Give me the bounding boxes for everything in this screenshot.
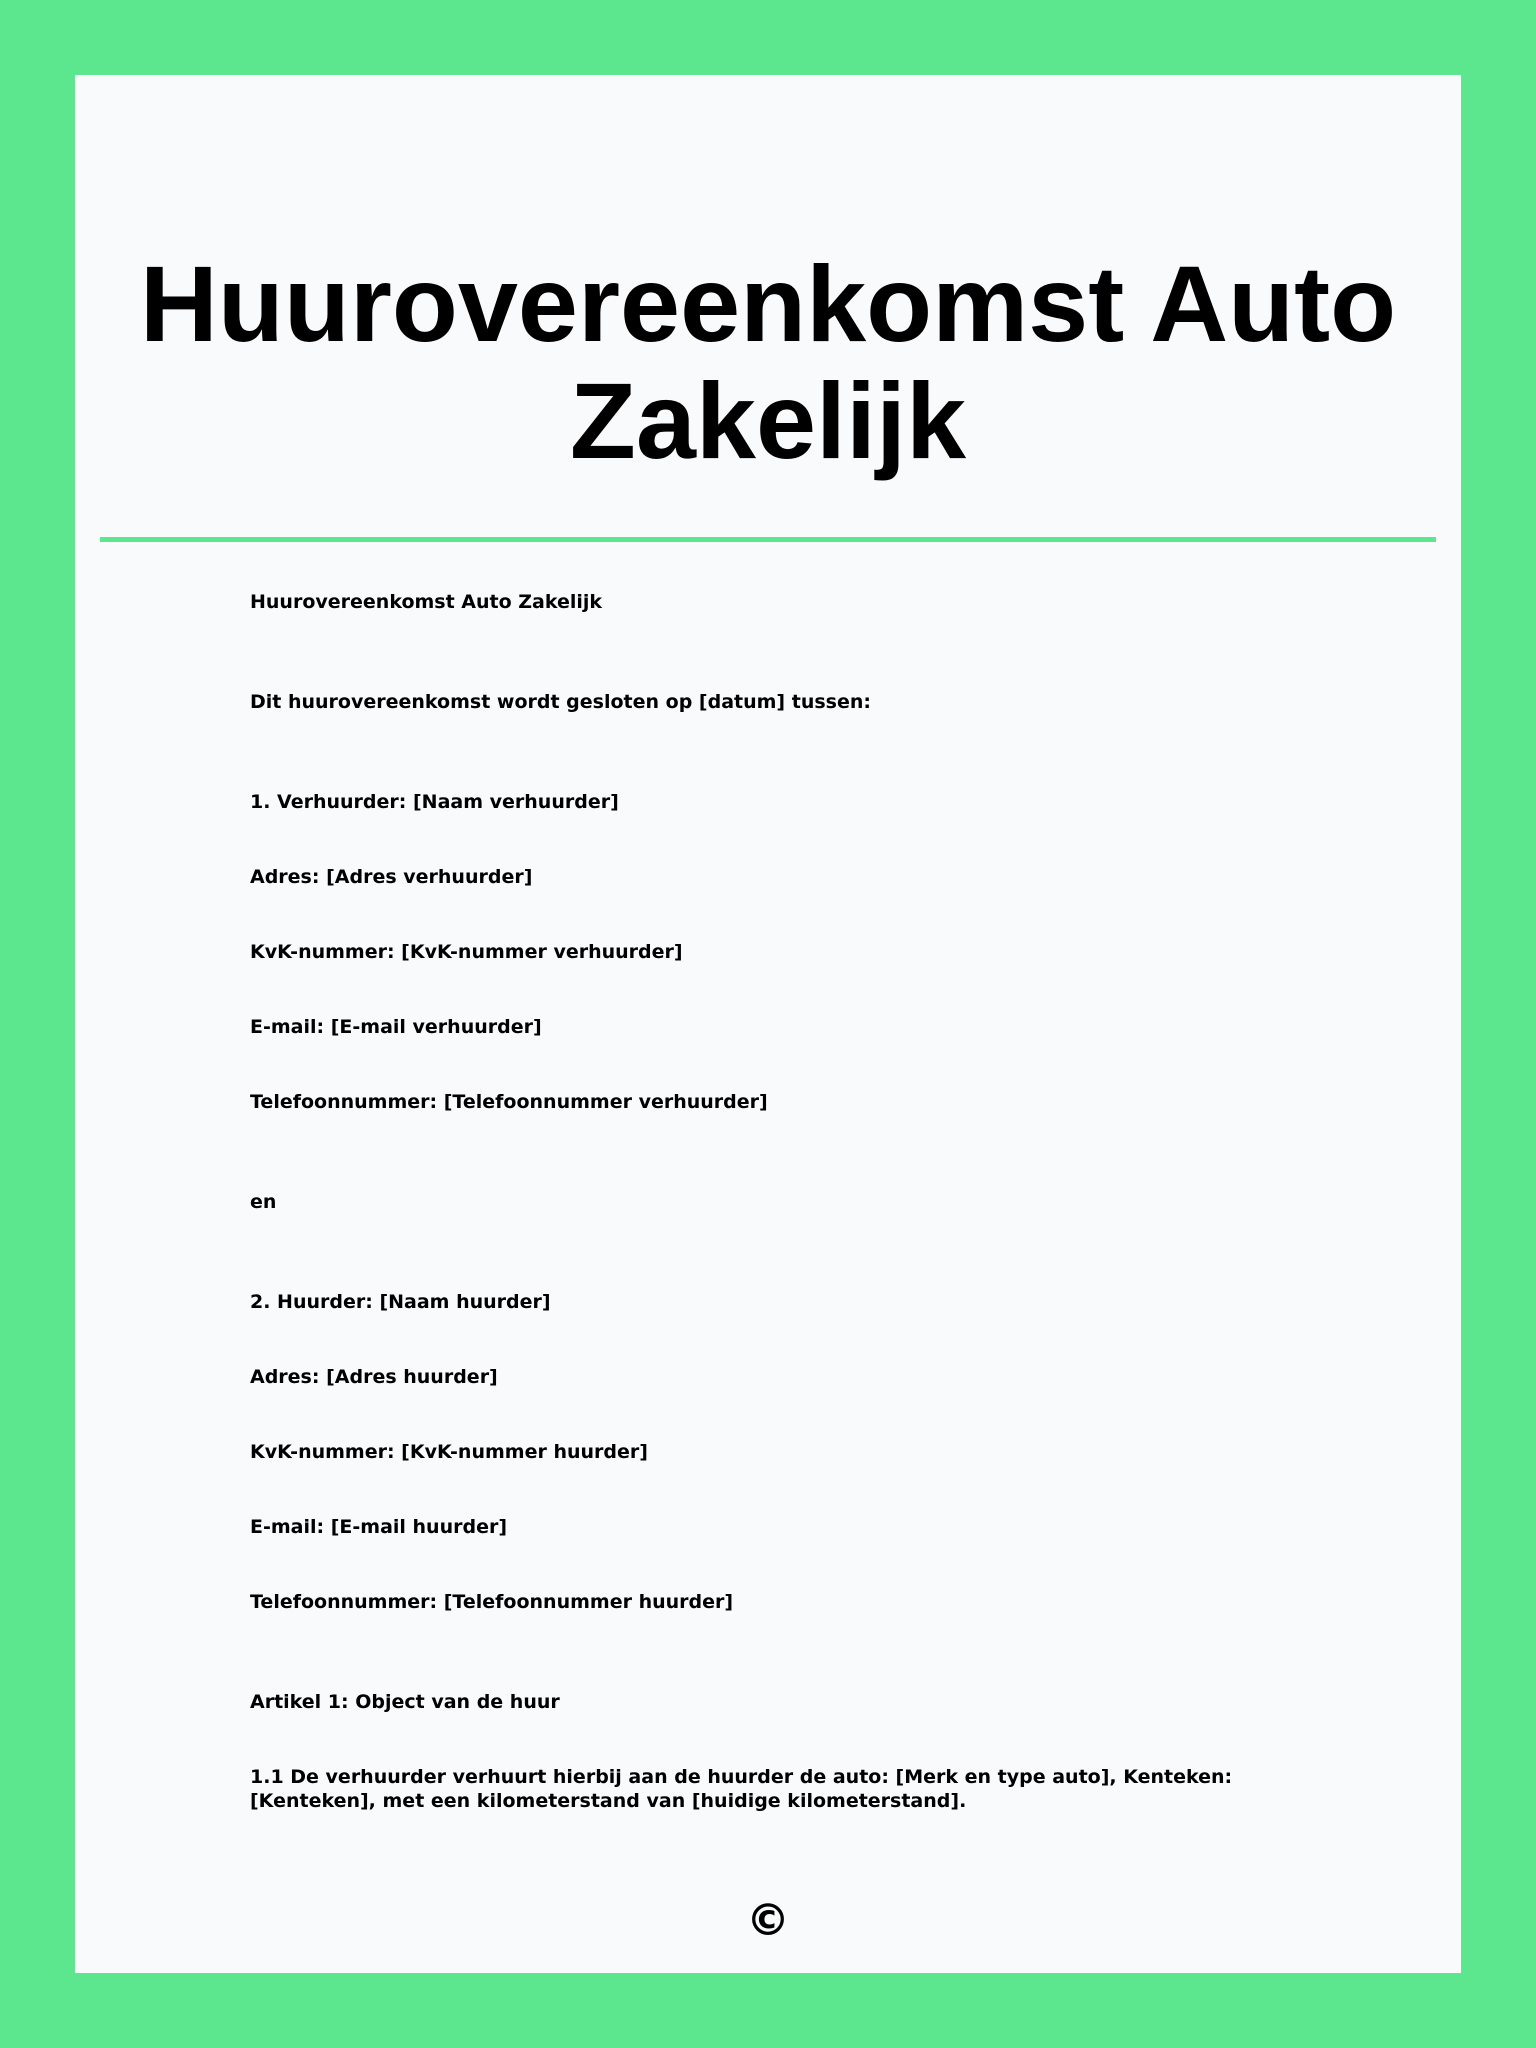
document-heading: Huurovereenkomst Auto Zakelijk (250, 591, 603, 613)
tenant-email: E-mail: [E-mail huurder] (250, 1516, 508, 1538)
landlord-name: 1. Verhuurder: [Naam verhuurder] (250, 791, 619, 813)
title-divider (100, 537, 1436, 542)
intro-text: Dit huurovereenkomst wordt gesloten op [datum] tussen: (250, 691, 871, 713)
tenant-name: 2. Huurder: [Naam huurder] (250, 1291, 551, 1313)
document-title: Huurovereenkomst Auto Zakelijk (139, 243, 1397, 481)
article-1-heading: Artikel 1: Object van de huur (250, 1691, 560, 1713)
tenant-kvk: KvK-nummer: [KvK-nummer huurder] (250, 1441, 648, 1463)
tenant-phone: Telefoonnummer: [Telefoonnummer huurder] (250, 1591, 734, 1613)
tenant-address: Adres: [Adres huurder] (250, 1366, 498, 1388)
document-page (75, 75, 1461, 1973)
landlord-address: Adres: [Adres verhuurder] (250, 866, 533, 888)
landlord-email: E-mail: [E-mail verhuurder] (250, 1016, 542, 1038)
landlord-kvk: KvK-nummer: [KvK-nummer verhuurder] (250, 941, 683, 963)
article-1-clause-1-1: 1.1 De verhuurder verhuurt hierbij aan de huurder de auto: [Merk en type auto], Kenteken: [Kenteken], met een kilometerstand van [huidige kilometerstand]. (250, 1766, 1233, 1812)
landlord-phone: Telefoonnummer: [Telefoonnummer verhuurder] (250, 1091, 768, 1113)
copyright-icon: © (746, 1895, 790, 1946)
conjunction-text: en (250, 1191, 277, 1213)
